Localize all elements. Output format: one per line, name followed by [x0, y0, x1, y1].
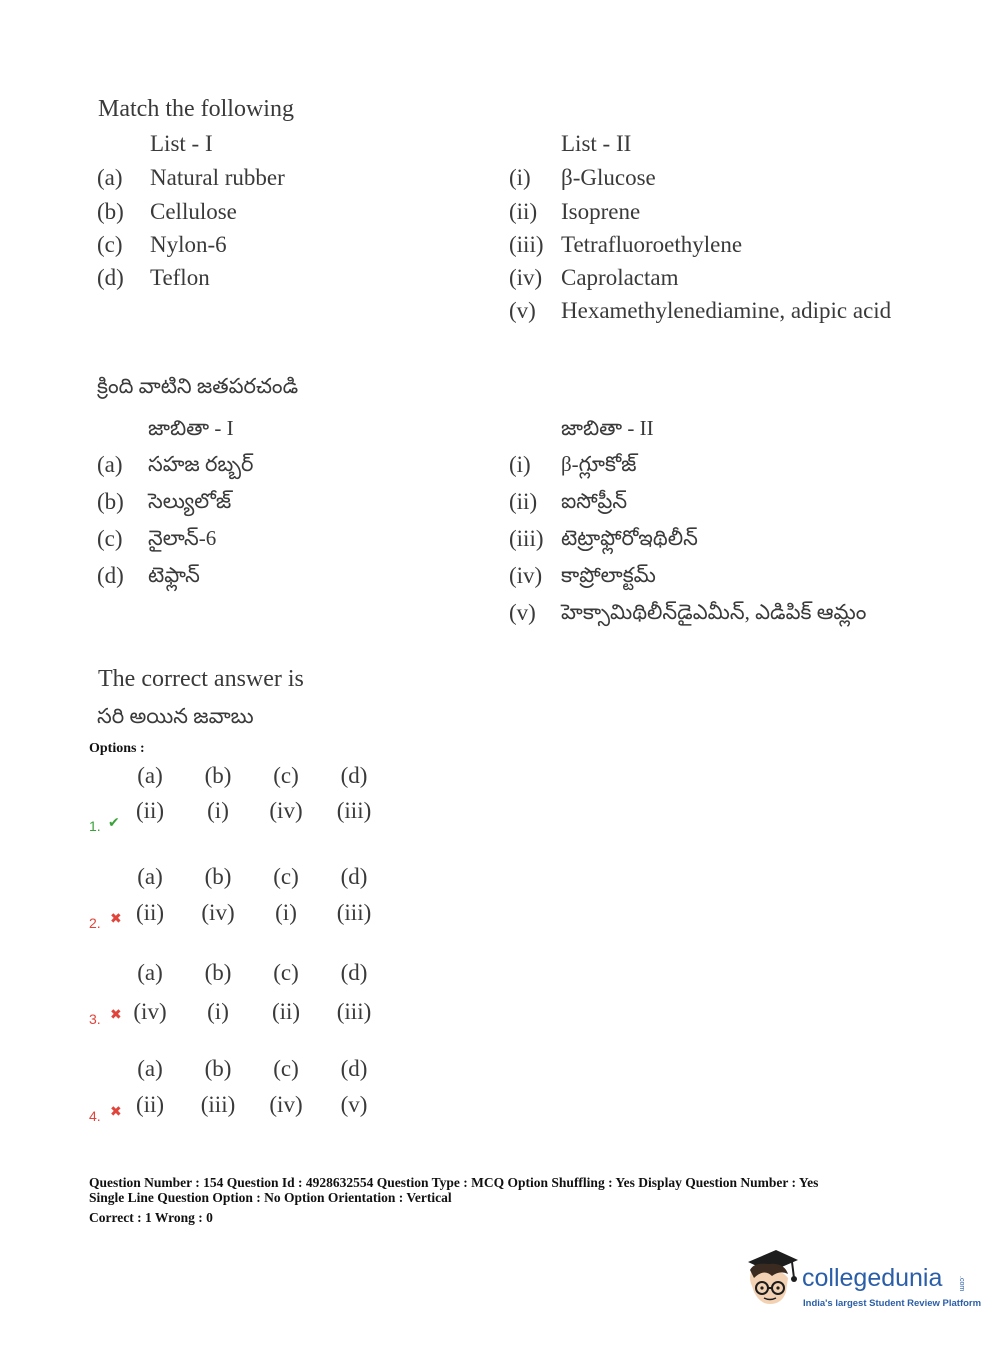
list2-te-item: కాప్రోలాక్టమ్ [561, 563, 656, 587]
option-value: (i) [275, 900, 297, 925]
list2-te-item: హెక్సామిథిలీన్‌డైఎమీన్, ఎడిపిక్ ఆమ్లం [561, 600, 867, 624]
list2-en-item: Hexamethylenediamine, adipic acid [561, 298, 892, 323]
brand-name: collegedunia [802, 1264, 943, 1292]
list1-te-label: (c) [97, 526, 123, 551]
option-header: (a) [137, 763, 163, 788]
list1-en-item: Natural rubber [150, 165, 285, 190]
answer-prompt-en: The correct answer is [98, 666, 304, 692]
list2-en-item: Caprolactam [561, 265, 679, 290]
option-header: (d) [340, 1056, 368, 1081]
wrong-cross-icon: ✖ [110, 1007, 122, 1023]
question-title-en: Match the following [98, 96, 294, 122]
list2-te-item: β-గ్లూకోజ్ [561, 452, 637, 476]
list2-te-label: (iii) [509, 526, 544, 551]
list1-te-label: (b) [97, 489, 124, 514]
option-value: (ii) [135, 1092, 165, 1117]
option-value: (i) [207, 798, 229, 823]
question-meta-line1: Question Number : 154 Question Id : 4928632554 Question Type : MCQ Option Shuffling : Yes Display Question Number : Yes [89, 1175, 819, 1190]
question-meta-line3: Correct : 1 Wrong : 0 [89, 1210, 213, 1225]
list1-en-label: (c) [97, 232, 123, 257]
list1-te-label: (d) [97, 563, 124, 588]
list2-te-label: (iv) [509, 563, 543, 588]
correct-check-icon: ✔ [108, 815, 120, 831]
option-value: (iii) [336, 900, 372, 925]
list2-te-label: (ii) [509, 489, 538, 514]
option-value: (i) [207, 999, 229, 1024]
list1-en-item: Nylon-6 [150, 232, 227, 257]
list2-te-label: (i) [509, 452, 531, 477]
list2-en-label: (v) [509, 298, 536, 323]
option-value: (ii) [135, 798, 165, 823]
list2-en-item: Isoprene [561, 199, 641, 224]
list2-te-item: ఐసోప్రీన్ [561, 489, 628, 513]
list2-en-label: (i) [509, 165, 531, 190]
list1-en-item: Teflon [150, 265, 210, 290]
list1-en-label: (d) [97, 265, 124, 290]
list2-en-label: (iv) [509, 265, 543, 290]
option-header: (d) [340, 960, 368, 985]
option-header: (d) [340, 763, 368, 788]
option-value: (iii) [200, 1092, 236, 1117]
option-header: (b) [204, 864, 232, 889]
option-value: (iii) [336, 798, 372, 823]
question-meta-line2: Single Line Question Option : No Option Orientation : Vertical [89, 1190, 452, 1205]
option-number: 4. [89, 1108, 101, 1124]
wrong-cross-icon: ✖ [110, 1104, 122, 1120]
option-header: (c) [273, 763, 299, 788]
list1-te-item: నైలాన్-6 [148, 526, 217, 550]
brand-tagline: India's largest Student Review Platform [803, 1298, 982, 1309]
list1-header-en: List - I [150, 131, 213, 156]
question-title-te: క్రింది వాటిని జతపరచండి [97, 374, 299, 398]
wrong-cross-icon: ✖ [110, 911, 122, 927]
list2-en-item: β-Glucose [561, 165, 656, 190]
list1-te-item: సెల్యులోజ్ [148, 489, 232, 513]
list2-te-label: (v) [509, 600, 536, 625]
option-header: (c) [273, 864, 299, 889]
list1-header-te: జాబితా - I [148, 416, 234, 440]
option-number: 2. [89, 915, 101, 931]
option-value: (v) [340, 1092, 368, 1117]
option-header: (a) [137, 960, 163, 985]
list2-en-item: Tetrafluoroethylene [561, 232, 743, 257]
list1-te-item: సహజ రబ్బర్ [148, 452, 254, 476]
option-header: (c) [273, 1056, 299, 1081]
list1-en-label: (a) [97, 165, 123, 190]
list2-header-en: List - II [561, 131, 632, 156]
option-header: (a) [137, 1056, 163, 1081]
option-header: (b) [204, 763, 232, 788]
list2-header-te: జాబితా - II [561, 416, 654, 440]
list2-en-label: (ii) [509, 199, 538, 224]
option-value: (iv) [269, 1092, 303, 1117]
list1-en-item: Cellulose [150, 199, 237, 224]
mascot-icon [742, 1248, 800, 1310]
answer-prompt-te: సరి అయిన జవాబు [97, 704, 254, 728]
list1-te-label: (a) [97, 452, 123, 477]
list1-te-item: టెఫ్లాన్ [148, 563, 200, 587]
option-value: (iv) [269, 798, 303, 823]
options-label: Options : [89, 741, 145, 756]
option-header: (b) [204, 1056, 232, 1081]
list2-en-label: (iii) [509, 232, 544, 257]
option-header: (a) [137, 864, 163, 889]
option-header: (c) [273, 960, 299, 985]
option-header: (b) [204, 960, 232, 985]
option-value: (ii) [271, 999, 301, 1024]
option-value: (ii) [135, 900, 165, 925]
option-value: (iii) [336, 999, 372, 1024]
brand-suffix: .com [958, 1276, 965, 1292]
list2-te-item: టెట్రాఫ్లోరోఇథిలీన్ [561, 526, 698, 550]
list1-en-label: (b) [97, 199, 124, 224]
option-value: (iv) [133, 999, 167, 1024]
option-number: 1. [89, 818, 101, 834]
option-header: (d) [340, 864, 368, 889]
option-value: (iv) [201, 900, 235, 925]
option-number: 3. [89, 1011, 101, 1027]
